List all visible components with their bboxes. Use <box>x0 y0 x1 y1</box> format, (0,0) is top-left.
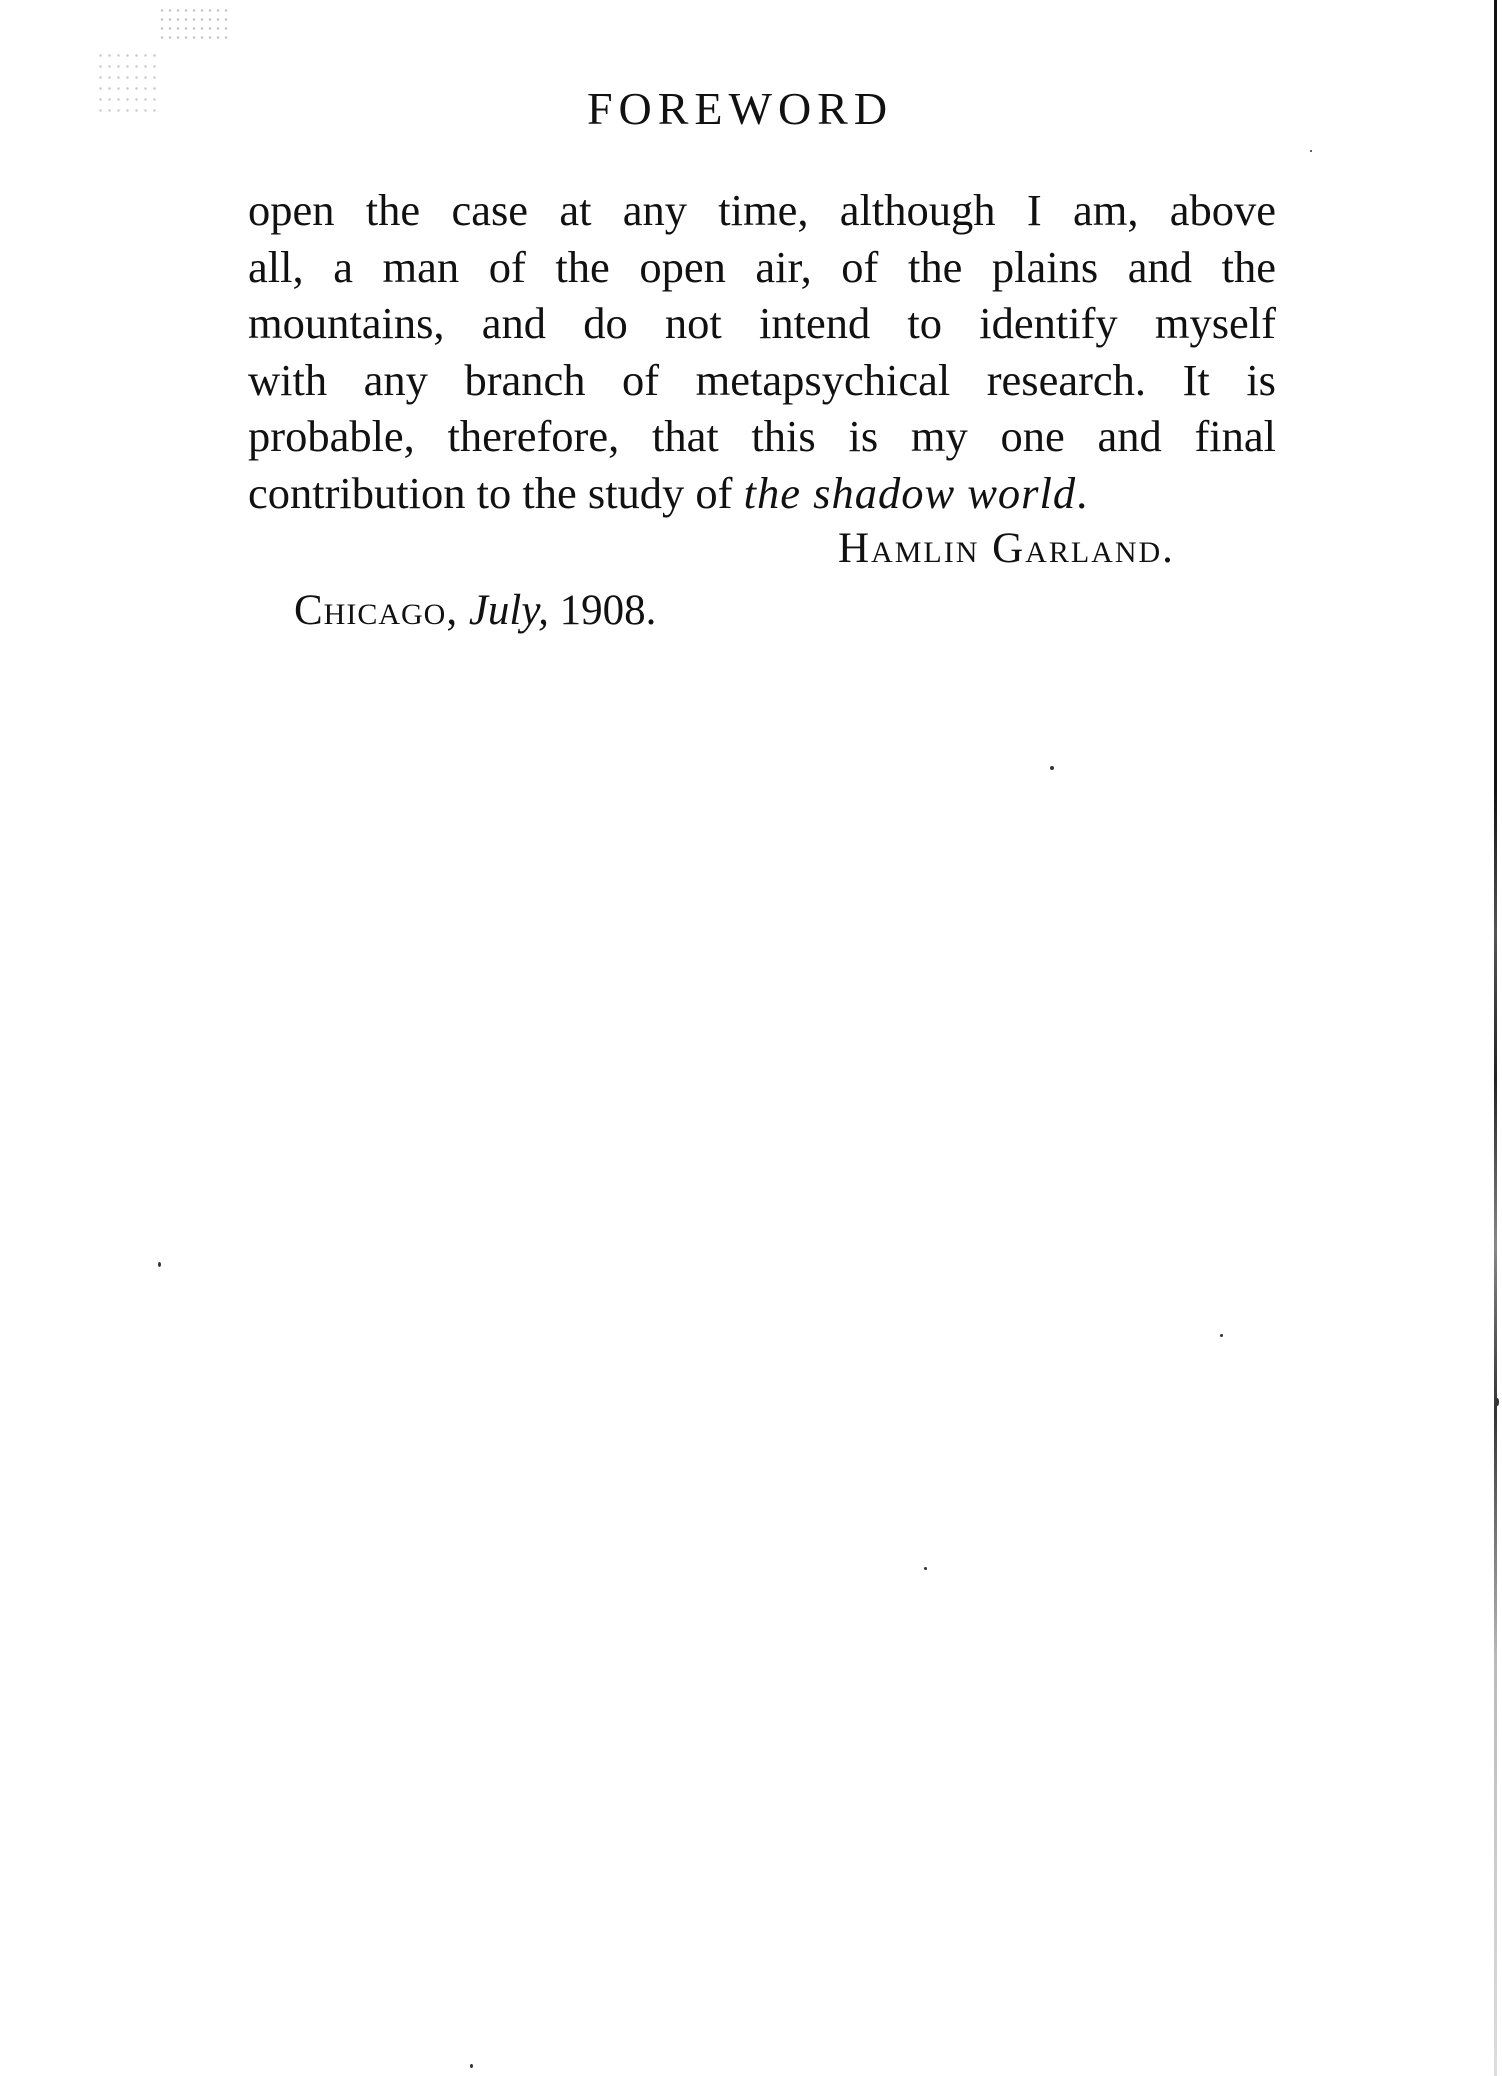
body-line-1: open the case at any time, although I am, above <box>248 185 1276 235</box>
dateline-month: July, <box>468 587 549 634</box>
dateline <box>294 586 656 635</box>
scan-noise-top <box>158 6 228 42</box>
scan-speck <box>1496 1398 1499 1406</box>
book-title-italic: the shadow world <box>743 467 1077 518</box>
scan-speck <box>470 2064 473 2068</box>
running-head <box>0 82 1502 135</box>
scan-speck <box>1220 1334 1223 1337</box>
scan-speck <box>1310 150 1312 152</box>
body-line-4: with any branch of metapsychical research. It is <box>248 354 1276 405</box>
author-signature: Hamlin Garland. <box>838 525 1175 572</box>
running-head-text: FOREWORD <box>586 83 894 134</box>
page-edge-shadow <box>1494 0 1497 2076</box>
dateline-city: Chicago, <box>294 587 459 634</box>
scan-speck <box>924 1567 927 1570</box>
scan-speck <box>158 1262 161 1267</box>
body-line-2: all, a man of the open air, of the plains and the <box>248 241 1276 292</box>
body-line-3: mountains, and do not intend to identify myself <box>248 298 1276 348</box>
body-line-6-suffix: . <box>1076 467 1088 518</box>
dateline-year: 1908. <box>559 587 657 634</box>
body-line-5: probable, therefore, that this is my one and final <box>248 411 1276 461</box>
scan-speck <box>1050 766 1054 770</box>
body-paragraph <box>248 182 1276 521</box>
body-line-6-prefix: contribution to the study of <box>248 467 744 518</box>
body-line-6 <box>248 465 1276 522</box>
